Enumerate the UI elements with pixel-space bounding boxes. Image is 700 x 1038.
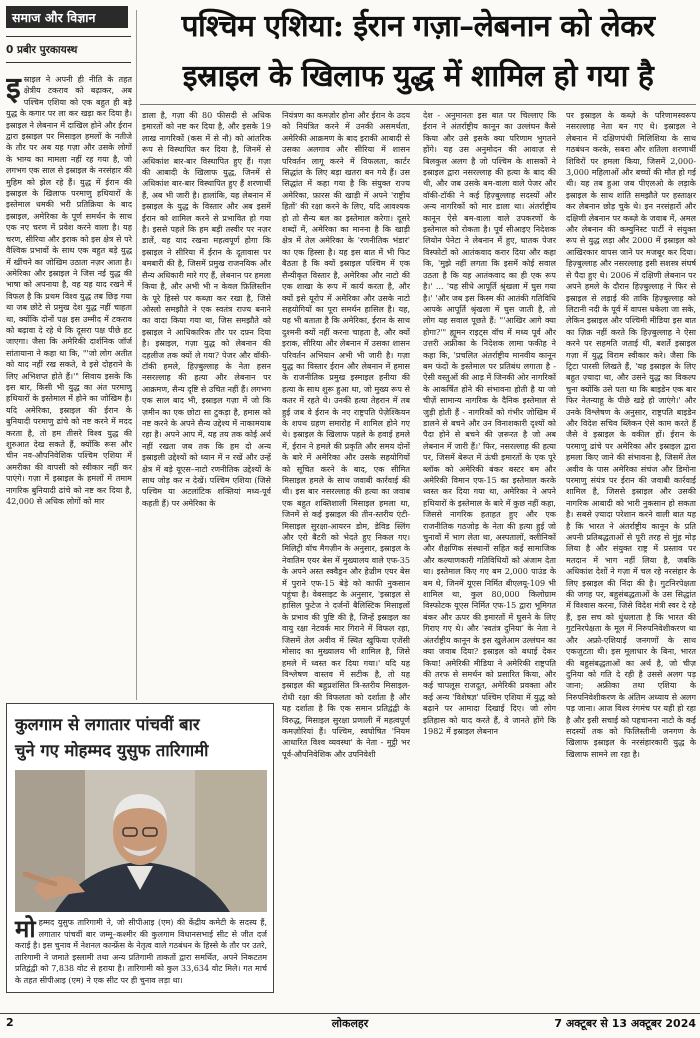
article-column-3	[282, 110, 410, 1008]
tarigami-photo	[15, 770, 267, 912]
headline-line-2: इस्राइल के खिलाफ युद्ध में शामिल हो गया है	[182, 59, 654, 94]
byline-divider	[6, 62, 131, 63]
author-byline: 0 प्रबीर पुरकायस्थ	[6, 44, 78, 56]
article-dropcap: इ	[6, 74, 21, 106]
box-text	[15, 914, 267, 986]
article-column-4	[423, 110, 556, 1008]
article-column-1	[6, 74, 132, 698]
footer-rule	[0, 1013, 700, 1014]
headline-divider	[140, 104, 696, 105]
box-title	[15, 712, 267, 764]
issue-date: 7 अक्टूबर से 13 अक्टूबर 2024	[554, 1017, 696, 1030]
newspaper-name: लोकलहर	[331, 1017, 369, 1030]
headline-line-1: पश्चिम एशिया: ईरान गज़ा–लेबनान को लेकर	[181, 9, 655, 44]
column-rule	[136, 10, 137, 700]
article-column-5	[566, 110, 696, 1008]
section-tag: समाज और विज्ञान	[6, 6, 128, 28]
portrait-illustration	[15, 770, 267, 912]
box-dropcap: मो	[15, 914, 36, 943]
page-number: 2	[6, 1016, 14, 1029]
box-body: हम्मद युसुफ तारिगामी ने, जो सीपीआइ (एम) की केंद्रीय कमेटी के सदस्य हैं, लगातार पांचवीं बार जम्मू–कश्मीर की कुलगाम विधानसभाई सीट से जीत दर्ज कराई है। इस चुनाव में नेशनल कान्फ्रेंस के नेतृत्व वाले गठबंधन के हिस्से के तौर पर उतरे, तारिगामी ने जमाते इस्लामी तथा अन्य प्रतिगामी ताकतों द्वारा समर्थित, अपने निकटतम प्रतिद्वंद्वी को 7,838 वोट से हराया है। तारिगामी को कुल 33,634 वोट मिले। गत मार्च के तहत सीपीआइ (एम) ने एक सीट पर ही चुनाव लड़ा था।	[15, 918, 267, 985]
box-title-line-1: कुलगाम से लगातार पांचवीं बार	[15, 715, 200, 734]
section-divider	[6, 36, 131, 37]
news-box	[6, 703, 274, 993]
box-title-line-2: चुने गए मोहम्मद युसुफ तारिगामी	[15, 741, 209, 760]
article-text-4: देश - अनुमानतः इस बात पर चिल्लाए कि ईरान ने अंतर्राष्ट्रीय कानून का उल्लंघन कैसे किया और उसे इसके क्या परिणाम भुगतने होंगे। यह उस अनुमोदन की आवाज़ से बिलकुल अलग है जो पश्चिम के शासकों ने इस्राइल द्वारा नसरल्लाह की हत्या के बाद की थी, और जब उसके बम-वाला वाले पेजर और वॉकी-टॉकी ने कई हिज़्बुल्लाह सदस्यों और अन्य नागरिकों को मार डाला था। अंतर्राष्ट्रीय कानून ऐसे बम-वाला वाले उपकरणों के इस्तेमाल को रोकता है। पूर्व सीआइए निदेशक लियोन पेनेटा ने लेबनान में हुए, घातक पेजर विस्फोटों को आतंकवाद करार दिया और कहा कि, 'मुझे नहीं लगता कि इसमें कोई सवाल उठता है कि यह आतंकवाद का ही एक रूप है।' ... 'यह सीधे आपूर्ति श्रृंखला में घुस गया है।' 'और जब इस किस्म की आतंकी गतिविधि आपके आपूर्ति श्रृंखला में घुस जाती है, तो लोग यह सवाल पूछते हैं: "'आखिर आगे क्या होगा?'" ह्यूमन राइट्स वॉच में मध्य पूर्व और उत्तरी अफ्रीका के निदेशक लामा फकीह ने कहा कि, 'प्रचलित अंतर्राष्ट्रीय मानवीय कानून बम फंदों के इस्तेमाल पर प्रतिबंध लगाता है - ऐसी वस्तुओं की आड़ में जिनकी ओर नागरिकों के आकर्षित होने की संभावना होती है या जो चीज़ें सामान्य नागरिक के दैनिक इस्तेमाल से जुड़ी होती हैं - नागरिकों को गंभीर जोखिम में डालने से बचने और उन विनाशकारी दृश्यों को पैदा होने से बचने की ज़रूरत है जो अब लेबनान में जारी हैं।' फिर, नसरल्लाह की हत्या पर, जिसमें बेरूत में ऊंची इमारतों के एक पूरे ब्लॉक को अमेरिकी बंकर बस्टर बम और अमेरिकी विमान एफ-15 का इस्तेमाल करके ध्वस्त कर दिया गया था, अमेरिका ने अपने हथियारों के इस्तेमाल के बारे में कुछ नहीं कहा, जिससे नागरिक हताहत हुए और एक राजनीतिक गठजोड़ के नेता की हत्या हुई जो चुनावों में भाग लेता था, अस्पतालों, क्लीनिकों और शैक्षणिक संस्थानों सहित कई सामाजिक और कल्याणकारी गतिविधियों को अंजाम देता था। इस्तेमाल किए गए बम 2,000 पाउंड के बम थे, जिनमें यूएस निर्मित बीएलयू-109 भी शामिल था, कुल 80,000 किलोग्राम विस्फोटक यूएस निर्मित एफ-15 द्वारा भूमिगत बंकर और ऊपर की इमारतों में घुसने के लिए गिराए गए थे। और 'स्वतंत्र दुनिया' के नेता ने अंतर्राष्ट्रीय कानून के इस खुलेआम उल्लंघन का क्या जवाब दिया? इस्राइल को बधाई देकर किया! अमेरिकी मीडिया ने अमेरिकी राष्ट्रपति की तरफ से समर्थन को प्रसारित किया, और कई चापलूस राजदूत, अमेरिकी प्रवक्ता और कई अन्य 'विशेषज्ञ' पश्चिम एशिया में युद्ध को बढ़ाने पर आमादा दिखाई दिए। जो लोग इतिहास को याद करते हैं, वे जानते होंगे कि 1982 में इस्राइल लेबनान	[423, 111, 556, 736]
article-column-2	[142, 110, 271, 698]
headline	[140, 2, 696, 102]
article-text-2: डाला है, गज़ा की 80 फीसदी से अधिक इमारतों को नष्ट कर दिया है, और इसके 19 लाख नागरिकों (कस में से नौ) को आंतरिक रूप से विस्थापित कर दिया है, जिनमें से अधिकांश बार-बार विस्थापित हुए हैं। गज़ा की आबादी के खिलाफ युद्ध, जिनमें से अधिकांश बार-बार विस्थापित हुए हैं शरणार्थी हैं, अब भी जारी है। हालांकि, यह लेबनान में इस्राइल के युद्ध के विस्तार और अब इसमें ईरान को शामिल करने से प्रभावित हो गया है। इससे पहले कि हम बड़ी तस्वीर पर नज़र डालें, यह याद रखना महत्वपूर्ण होगा कि इस्राइल ने सीरिया में ईरान के दूतावास पर बमबारी की है, जिसमें प्रमुख राजनयिक और सैन्य अधिकारी मारे गए हैं, लेबनान पर हमला किया है, और अभी भी न केवल फ़िलिस्तीन के पूरे हिस्से पर कब्ज़ा कर रखा है, जिसे ओस्लो समझौते ने एक स्वतंत्र राज्य बनाने का वादा किया गया था, जिस समझौते को इस्राइल ने आधिकारिक तौर पर दफ़्न दिया है। इस्राइल, गज़ा युद्ध को लेबनान की दहलीज तक क्यों ले गया? पेजर और वॉकी-टॉकी हमले, हिज़्बुल्लाह के नेता हसन नसरल्लाह की हत्या और लेबनान पर आक्रमण, सैन्य दृष्टि से उचित नहीं हैं। लगभग एक साल बाद भी, इस्राइल गज़ा में जो कि ज़मीन का एक छोटा सा टुकड़ा है, हमास को नष्ट करने के अपने सैन्य उद्देश्य में नाकामयाब रहा है। अपने आप में, यह तय तक कोई अर्थ नहीं रखता जब तक कि हम दो अन्य इस्राइली उद्देश्यों को ध्यान में न रखें और उन्हें क्षेत्र में बड़े यूएस–नाटो रणनीतिक उद्देश्यों के साथ जोड़ कर न देखें। पश्चिम एशिया (जिसे पश्चिम या अटलांटिक शक्तियां मध्य-पूर्व कहती हैं) पर अमेरिका के	[142, 111, 271, 508]
article-text-3: नियंत्रण का कमज़ोर होना और ईरान के उदय को नियंत्रित करने में उनकी असमर्थता, अमेरिकी आक्रमण के बाद इराकी आबादी से उसका अलगाव और सीरिया में शासन परिवर्तन लागू करने में विफलता, कार्टर सिद्धांत के लिए बड़ा खतरा बन गये हैं। उस सिद्धांत में कहा गया है कि संयुक्त राज्य अमेरिका, फ़ारस की खाड़ी में अपने 'राष्ट्रीय हितों' की रक्षा करने के लिए, यदि आवश्यक हो तो सैन्य बल का इस्तेमाल करेगा। दूसरे शब्दों में, अमेरिका का मानना है कि खाड़ी क्षेत्र में तेल अमेरिका के 'रणनीतिक भंडार' का एक हिस्सा है। यह इस बात में भी फिट बैठता है कि क्यों इस्राइल पश्चिम में एक सैन्यीकृत विस्तार है, अमेरिका और नाटो की एक शाखा के रूप में कार्य करता है, और क्यों इसे यूरोप में अमेरिका और उसके नाटो सहयोगियों का पूरा समर्थन हासिल है। यह, यह भी बताता है कि अमेरिका, ईरान के साथ दुश्मनी क्यों नहीं करना चाहता है, और क्यों इराक, सीरिया और लेबनान में उसका शासन परिवर्तन अभियान अभी भी जारी है। गज़ा युद्ध का विस्तार ईरान और लेबनान में हमास के राजनीतिक प्रमुख इस्माइल हनीया की हत्या के साथ शुरू हुआ था, जो मुख्य रूप से कतर में रहते थे। उनकी हत्या तेहरान में तब हुई जब वे ईरान के नए राष्ट्रपति पेज़ेश्कियन के शपथ ग्रहण समारोह में शामिल होने गए थे। इस्राइल के खिलाफ पहले के हवाई हमले में, ईरान ने हमले की प्रकृति और समय दोनों के बारे में अमेरिका और उसके सहयोगियों को सूचित करने के बाद, एक सीमित मिसाइल हमले के साथ जवाबी कार्रवाई की थी। इस बार नसरल्लाह की हत्या का जवाब एक बहुत शक्तिशाली मिसाइल हमला था, जिनमें से कई इस्राइल की तीन-स्तरीय एंटी-मिसाइल सुरक्षा-आयरन डोम, डेविड स्लिंग और एरो बैटरी को भेदते हुए निकल गए। मिलिट्री वॉच मैगज़ीन के अनुसार, इस्राइल के नेवातिम एयर बेस में मुख्यालय वाले एफ-35 के अपने अस्त स्क्वैड्रन और हेज़्रीम एयर बेस में पुराने एफ-15 बेड़े को काफी नुकसान पहुंचा है। वेबसाइट के अनुसार, 'इस्राइल से हासिल फुटेज ने दर्जनों बैलिस्टिक मिसाइलों के प्रभाव की पुष्टि की है, जिन्हें इस्राइल का वायु रक्षा नेटवर्क मार गिराने में विफल रहा, जिसमें तेल अवीव में स्थित खुफिया एजेंसी मोसाद का मुख्यालय भी शामिल है, जिसे हमले में ध्वस्त कर दिया गया।' यदि यह विश्लेषण वास्तव में सटीक है, तो यह इस्राइल की बहुप्रशंसित त्रि-स्तरीय मिसाइल-रोधी रक्षा की विफलता को दर्शाता है और यह दर्शाता है कि एक समान प्रतिद्वंद्वी के विरुद्ध, मिसाइल सुरक्षा प्रणाली में महत्वपूर्ण कमज़ोरियां हैं। पश्चिम, स्वघोषित 'नियम आधारित विश्व व्यवस्था' के नेता - मुट्ठी भर पूर्व-औपनिवेशिक और उपनिवेशी	[282, 111, 410, 759]
article-text-5: पर इस्राइल के कब्ज़े के परिणामस्वरूप नसरल्लाह नेता बन गए थे। इस्राइल ने लेबनान में दक्षिणपंथी मिलिशिया के साथ गठबंधन करके, सबरा और शतिला शरणार्थी शिविरों पर हमला किया, जिसमें 2,000-3,000 महिलाओं और बच्चों की मौत हो गई थी। यह तब हुआ जब पीएलओ के लड़ाके इस्राइल के साथ शांति समझौते पर हस्ताक्षर कर लेबनान छोड़ चुके थे। इन नरसंहारों और दक्षिणी लेबनान पर कब्ज़े के जवाब में, अमल और लेबनान की कम्युनिस्ट पार्टी ने संयुक्त रूप से युद्ध लड़ा और 2000 में इस्राइल को आखिरकार वापस जाने पर मजबूर कर दिया। हिज़्बुल्लाह और नसरल्लाह इसी सशस्त्र संघर्ष से पैदा हुए थे। 2006 में दक्षिणी लेबनान पर अपने हमले के दौरान हिज़्बुल्लाह ने फिर से इस्राइल से लड़ाई की ताकि हिज़्बुल्लाह को लिटानी नदी के पूर्व में वापस धकेला जा सके, लेकिन इस्राइल और पश्चिमी मीडिया इस बात का ज़िक्र नहीं करते कि हिज़्बुल्लाह ने ऐसा करने पर सहमति जताई थी, बशर्ते इस्राइल गज़ा में युद्ध विराम स्वीकार करे। जैसा कि ट्रिटा पारसी लिखते हैं, 'यह इस्राइल के लिए बहुत ज़्यादा था, और उसने युद्ध का विकल्प चुना क्योंकि उसे पता था कि बाइडेन एक बार फिर नेतन्याहू के पीछे खड़े हो जाएंगे।' और उनके विश्लेषण के अनुसार, राष्ट्रपति बाइडेन और विदेश सचिव ब्लिंकन ऐसे काम करते हैं जैसे वे इस्राइल के वकील हों। ईरान के परमाणु ढांचे पर अमेरिका और इस्राइल द्वारा हमला किए जाने की संभावना है, जिसमें तेल अवीव के पास अमेरिका संचंज और डिमोना परमाणु संयंत्र पर ईरान की जवाबी कार्रवाई शामिल है, जिससे इस्राइल और उसकी नागरिक आबादी को भारी नुकसान हो सकता है। सबसे ज़्यादा परेशान करने वाली बात यह है कि भारत ने अंतर्राष्ट्रीय कानून के प्रति अपनी प्रतिबद्धताओं से पूरी तरह से मुंह मोड़ लिया है और संयुक्त राष्ट्र में प्रस्ताव पर मतदान में भाग नहीं लिया है, जबकि अधिकांश देशों ने गज़ा में चल रहे नरसंहार के लिए इस्राइल की निंदा की है। गुटनिरपेक्षता की जगह पर, बहुसंबद्धताओं के उस सिद्धांत में विश्वास करना, जिसे विदेश मंत्री स्वर दे रहे हैं, इस सच को धुंधलाता है कि भारत की गुटनिरपेक्षता के मूल में निरुपनिवेशीकरण था और अफ्रो-एशियाई जनगणों के साथ एकजुटता थी। इस मूलाधार के बिना, भारत की बहुसंबद्धताओं का अर्थ है, जो चीज़ दुनिया को गति दे रही है उससे अलग पड़ जाना; अफ्रीका तथा एशिया के निरुपनिवेशीकरण के अंतिम अध्याय से अलग पड़ जाना। आज विश्व रंगमंच पर यही हो रहा है और इसी सचाई को पहचानना नाटो के कई सदस्यों तक को फिलिस्तीनी जनगण के खिलाफ इस्राइल के नरसंहारकारी युद्ध के खिलाफ सामने ला रहा है।	[566, 111, 696, 759]
article-text-1: स्राइल ने अपनी ही नीति के तहत क्षेत्रीय टकराव को बढ़ाकर, अब पश्चिम एशिया को एक बहुत ही बड़े युद्ध के कगार पर ला कर खड़ा कर दिया है। इस्राइल ने लेबनान में दाखिल होने और ईरान द्वारा इस्राइल पर मिसाइल हमलों के नतीजे के तौर पर अब यह गज़ा और उसके लोगों के भाग्य का मामला नहीं रह गया है, जो लगभग एक साल से इस्राइल के नरसंहार की मुहिम को झेल रहे हैं। युद्ध में ईरान की इस्राइल के खिलाफ परमाणु हथियारों के इस्तेमाल धमकी भरी प्रतिक्रिया के बाद इस्राइल, अमेरिका के पूर्ण समर्थन के साथ एक नए चरण में प्रवेश करने वाला है। यह चरण, सीरिया और इराक को इस क्षेत्र से परे वैश्विक प्रभावों के साथ एक बहुत बड़े युद्ध में खींचने का जोखिम उठाता नज़र आता है। अमेरिका और इस्राइल ने जिस नई युद्ध की भाषा को अपनाया है, वह यह याद रखने में विफल है कि प्रथम विश्व युद्ध तब छिड़ गया था जब छोटे से प्रमुख देश युद्ध नहीं चाहता था, क्योंकि दोनों पक्ष इस उम्मीद में टकराव को बढ़ावा दे रहे थे कि दूसरा पक्ष पीछे हट जाएगा। जैसा कि अमेरिकी दार्शनिक जॉर्ज सांतायाना ने कहा था कि, "'जो लोग अतीत को याद नहीं रख सकते, वे इसे दोहराने के लिए अभिशप्त होते हैं।'" सिवाय इसके कि इस बार, किसी भी युद्ध का अंत परमाणु हथियारों के इस्तेमाल में होने का जोखिम है। यदि अमेरिका, इस्राइल की ईरान के बुनियादी परमाणु ढांचे को नष्ट करने में मदद करता है, तो हम तीसरे विश्व युद्ध की शुरुआत देख सकते हैं, क्योंकि रूस और चीन नव-औपनिवेशिक पश्चिम एशिया में अमरीका की वापसी को स्वीकार नहीं कर पाएंगे। गज़ा में इस्राइल के हमलों में तमाम नागरिक बुनियादी ढांचे को नष्ट कर दिया है, 42,000 से अधिक लोगों को मार	[6, 75, 132, 507]
